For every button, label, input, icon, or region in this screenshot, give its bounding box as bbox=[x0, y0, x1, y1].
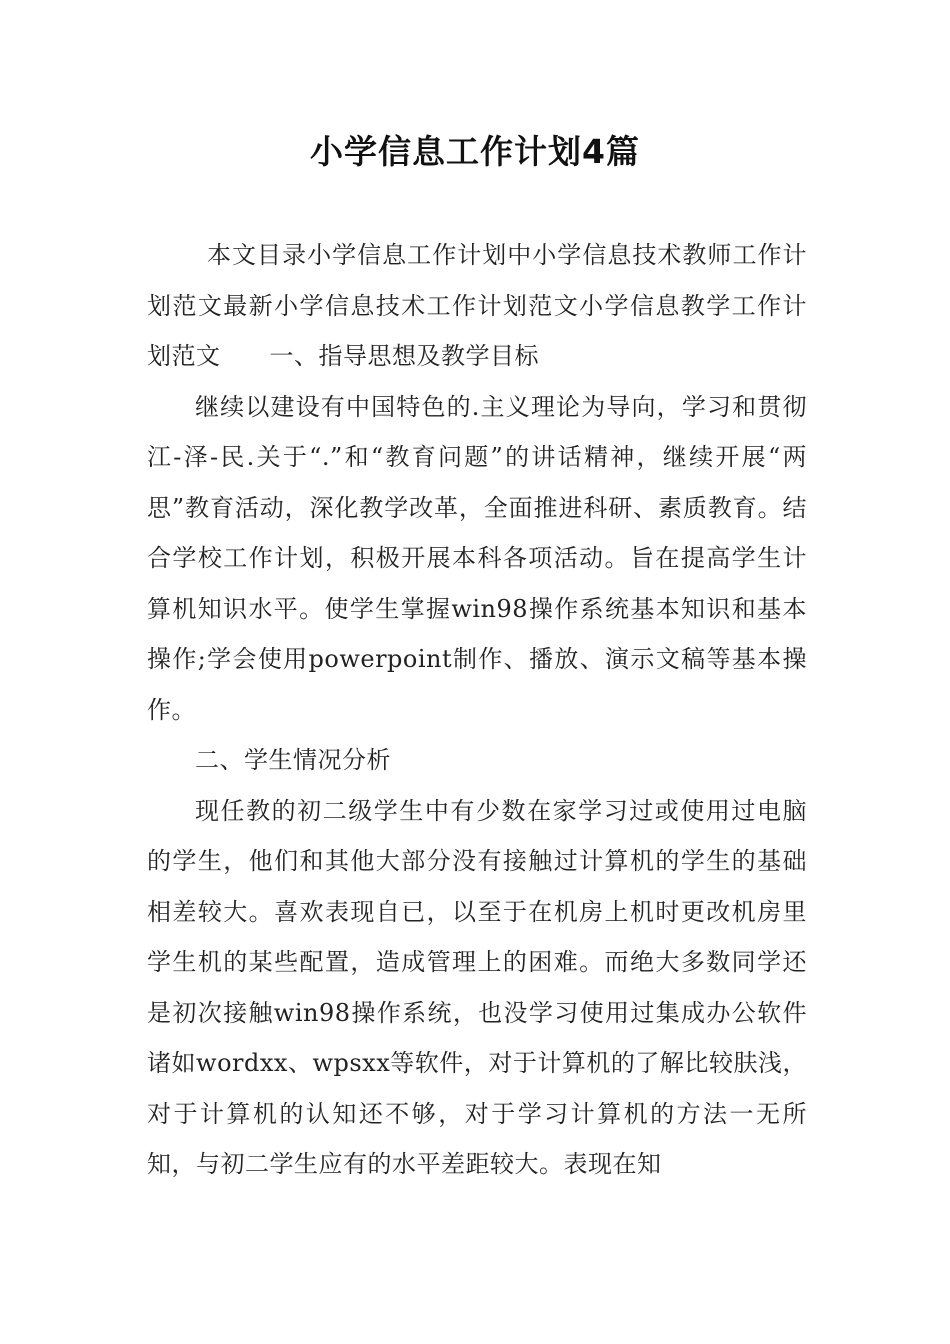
section-heading-student-analysis: 二、学生情况分析 bbox=[195, 746, 391, 774]
paragraph-student-situation: 现任教的初二级学生中有少数在家学习过或使用过电脑的学生，他们和其他大部分没有接触过计算机的学生的基础相差较大。喜欢表现自已，以至于在机房上机时更改机房里学生机的某些配置，造成管理上的困难。而绝大多数同学还是初次接触win98操作系统，也没学习使用过集成办公软件诸如wordxx、wpsxx等软件，对于计算机的了解比较肤浅，对于计算机的认知还不够，对于学习计算机的方法一无所知，与初二学生应有的水平差距较大。表现在知 bbox=[147, 796, 807, 1178]
paragraph-guiding-ideology: 继续以建设有中国特色的.主义理论为导向，学习和贯彻江-泽-民.关于“.”和“教育问题”的讲话精神，继续开展“两思”教育活动，深化教学改革，全面推进科研、素质教育。结合学校工作计划，积极开展本科各项活动。旨在提高学生计算机知识水平。使学生掌握win98操作系统基本知识和基本操作;学会使用powerpoint制作、播放、演示文稿等基本操作。 bbox=[147, 392, 807, 724]
document-body bbox=[147, 230, 807, 1190]
paragraph-table-of-contents: 本文目录小学信息工作计划中小学信息技术教师工作计划范文最新小学信息技术工作计划范文小学信息教学工作计划范文 一、指导思想及教学目标 bbox=[147, 241, 807, 370]
document-title: 小学信息工作计划4篇 bbox=[310, 132, 640, 171]
